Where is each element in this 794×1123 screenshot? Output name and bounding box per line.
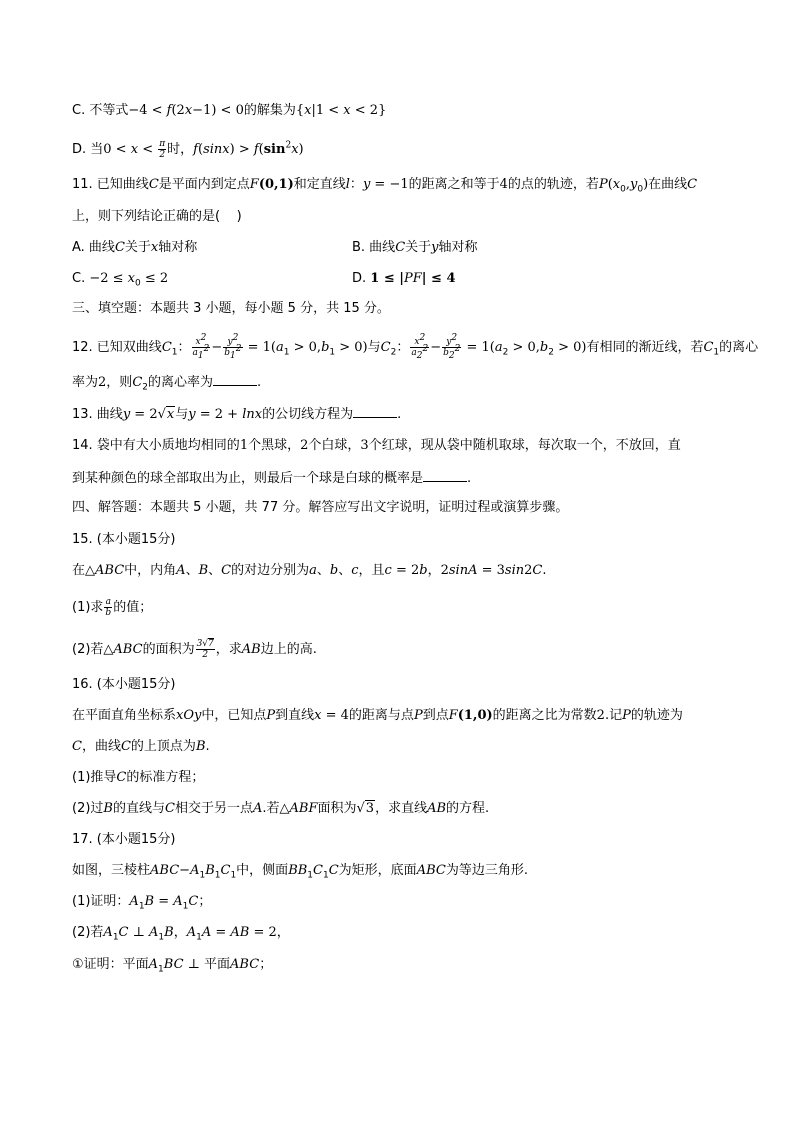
q16-part1: (1)推导C的标准方程； — [72, 770, 205, 785]
pi-over-2: $\frac{\pi}{2}$ — [159, 139, 166, 160]
q12-line1: 12. 已知双曲线$C_1$： $\frac{x^2}{a_1^2}$ − $\frac{y^2}{b_1^2}$ = $1(a_1 > 0,b_1 > 0)$与$C_2$： $\frac{x^2}{a_2^2}$ − $\frac{y^2}{b_2^2}$ = $1(a_2 > 0,b_2 > 0)$有相同的渐近线，若$C_1$的离心 — [72, 333, 759, 361]
q15-stem: 在△ABC中，内角A、B、C的对边分别为a、b、c，且c = 2b，2sinA = 3sin2C. — [72, 563, 547, 578]
q12-line2: 率为2，则$C_2$的离心率为 . — [72, 375, 262, 393]
q16-part2: (2)过B的直线与C相交于另一点A.若△ABF面积为√3，求直线AB的方程. — [72, 801, 490, 816]
q13-line: 13. 曲线y = 2√x与y = 2 + lnx的公切线方程为 . — [72, 407, 402, 422]
q14-line2: 到某种颜色的球全部取出为止，则最后一个球是白球的概率是 . — [72, 471, 472, 486]
q16-stem2: C，曲线C的上顶点为B. — [72, 739, 210, 754]
q11-option-d: D. 1 ≤ |PF| ≤ 4 — [352, 271, 456, 286]
option-c-line: C. 不等式−4 < f(2x−1) < 0的解集为{x|1 < x < 2} — [72, 103, 387, 118]
q16-header: 16. (本小题15分) — [72, 677, 176, 692]
q11-line1: 11. 已知曲线C是平面内到定点F(0,1)和定直线l：y = −1的距离之和等于4的点的轨迹，若$P(x_0,y_0)$在曲线C — [72, 177, 698, 195]
q15-header: 15. (本小题15分) — [72, 532, 176, 547]
q15-part2: (2)若△ABC的面积为 $\frac{3√7}{2}$ ，求AB边上的高. — [72, 639, 317, 660]
q11-option-c: C. $-2 \le x_0 \le 2$ — [72, 271, 169, 289]
q11-line2: 上，则下列结论正确的是( ) — [72, 209, 242, 224]
q15-part1: (1)求 $\frac{a}{b}$ 的值； — [72, 597, 153, 618]
option-d-line: D. 当0 < x < $\frac{\pi}{2}$ 时，$f(\sin x) > f(\sin^2x)$ — [72, 139, 304, 160]
section-3-heading: 三、填空题：本题共 3 小题，每小题 5 分，共 15 分。 — [72, 301, 390, 316]
q14-line1: 14. 袋中有大小质地均相同的1个黑球，2个白球，3个红球，现从袋中随机取球，每次取一个，不放回，直 — [72, 438, 681, 453]
q17-stem: 如图，三棱柱$ABC-A_1B_1C_1$中，侧面$BB_1C_1C$为矩形，底面ABC为等边三角形. — [72, 863, 528, 881]
q17-header: 17. (本小题15分) — [72, 832, 176, 847]
q17-part2: (2)若$A_1C$ ⊥ $A_1B$，$A_1A$ = AB = 2， — [72, 925, 290, 943]
section-4-heading: 四、解答题：本题共 5 小题，共 77 分。解答应写出文字说明，证明过程或演算步骤。 — [72, 500, 569, 515]
q11-option-b: B. 曲线C关于y轴对称 — [352, 240, 478, 255]
q17-part1: (1)证明：$A_1B = A_1C$； — [72, 894, 212, 912]
q16-stem1: 在平面直角坐标系xOy中，已知点P到直线x = 4的距离与点P到点F(1,0)的距离之比为常数2.记P的轨迹为 — [72, 708, 683, 723]
q11-option-a: A. 曲线C关于x轴对称 — [72, 240, 198, 255]
q17-part2-sub1: ①证明：平面$A_1BC$ ⊥ 平面ABC； — [72, 957, 273, 975]
